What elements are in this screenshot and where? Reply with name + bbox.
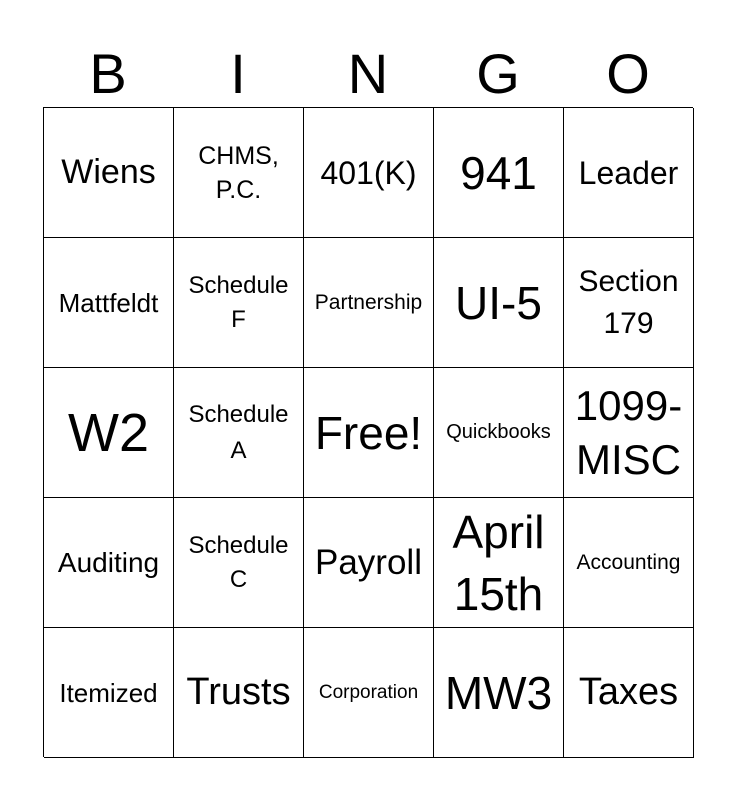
bingo-cell[interactable] (564, 628, 694, 758)
cell-label: Schedule A (188, 400, 289, 464)
bingo-cell[interactable] (304, 628, 434, 758)
bingo-cell[interactable] (434, 368, 564, 498)
header-letter-n: N (347, 42, 389, 105)
bingo-cell[interactable] (44, 498, 174, 628)
cell-label: Taxes (578, 671, 679, 713)
bingo-cell[interactable] (434, 238, 564, 368)
bingo-cell[interactable] (564, 238, 694, 368)
cell-label: April 15th (452, 505, 545, 620)
bingo-cell[interactable] (174, 628, 304, 758)
header-letter-b: B (89, 42, 127, 105)
bingo-cell[interactable] (564, 498, 694, 628)
bingo-cell[interactable] (564, 108, 694, 238)
bingo-cell[interactable] (174, 238, 304, 368)
bingo-board (43, 107, 693, 757)
bingo-cell[interactable] (174, 498, 304, 628)
cell-label: Schedule F (188, 271, 289, 333)
bingo-cell[interactable] (44, 368, 174, 498)
cell-label: 941 (460, 146, 537, 199)
cell-label: Free! (314, 406, 423, 459)
cell-label: Partnership (314, 291, 423, 314)
cell-label: UI-5 (455, 276, 542, 329)
bingo-cell[interactable] (304, 368, 434, 498)
cell-label: Mattfeldt (58, 287, 159, 318)
header-letter-i: I (230, 42, 246, 105)
cell-label: Itemized (59, 677, 158, 708)
cell-label: Wiens (61, 153, 156, 191)
cell-label: Leader (578, 154, 679, 191)
bingo-cell[interactable] (44, 238, 174, 368)
cell-label: Accounting (576, 551, 681, 574)
cell-label: Quickbooks (446, 421, 551, 443)
cell-label: W2 (68, 402, 149, 463)
bingo-cell[interactable] (564, 368, 694, 498)
bingo-cell[interactable] (174, 368, 304, 498)
cell-label: Auditing (57, 546, 160, 578)
cell-label: MW3 (444, 666, 553, 719)
cell-label: Trusts (186, 671, 291, 713)
bingo-cell[interactable] (304, 108, 434, 238)
cell-label: Payroll (315, 543, 422, 582)
bingo-cell[interactable] (44, 108, 174, 238)
header-letter-g: G (476, 42, 520, 105)
bingo-cell[interactable] (174, 108, 304, 238)
cell-label: 1099- MISC (574, 381, 683, 483)
bingo-cell[interactable] (434, 108, 564, 238)
bingo-cell[interactable] (304, 238, 434, 368)
bingo-cell[interactable] (304, 498, 434, 628)
bingo-cell[interactable] (434, 628, 564, 758)
header-letter-o: O (606, 42, 650, 105)
bingo-header (43, 40, 693, 108)
cell-label: CHMS, P.C. (198, 141, 279, 204)
bingo-cell[interactable] (44, 628, 174, 758)
cell-label: Schedule C (188, 531, 289, 593)
bingo-cell[interactable] (434, 498, 564, 628)
cell-label: Corporation (318, 682, 419, 703)
cell-label: 401(K) (320, 154, 417, 191)
cell-label: Section 179 (578, 264, 679, 340)
